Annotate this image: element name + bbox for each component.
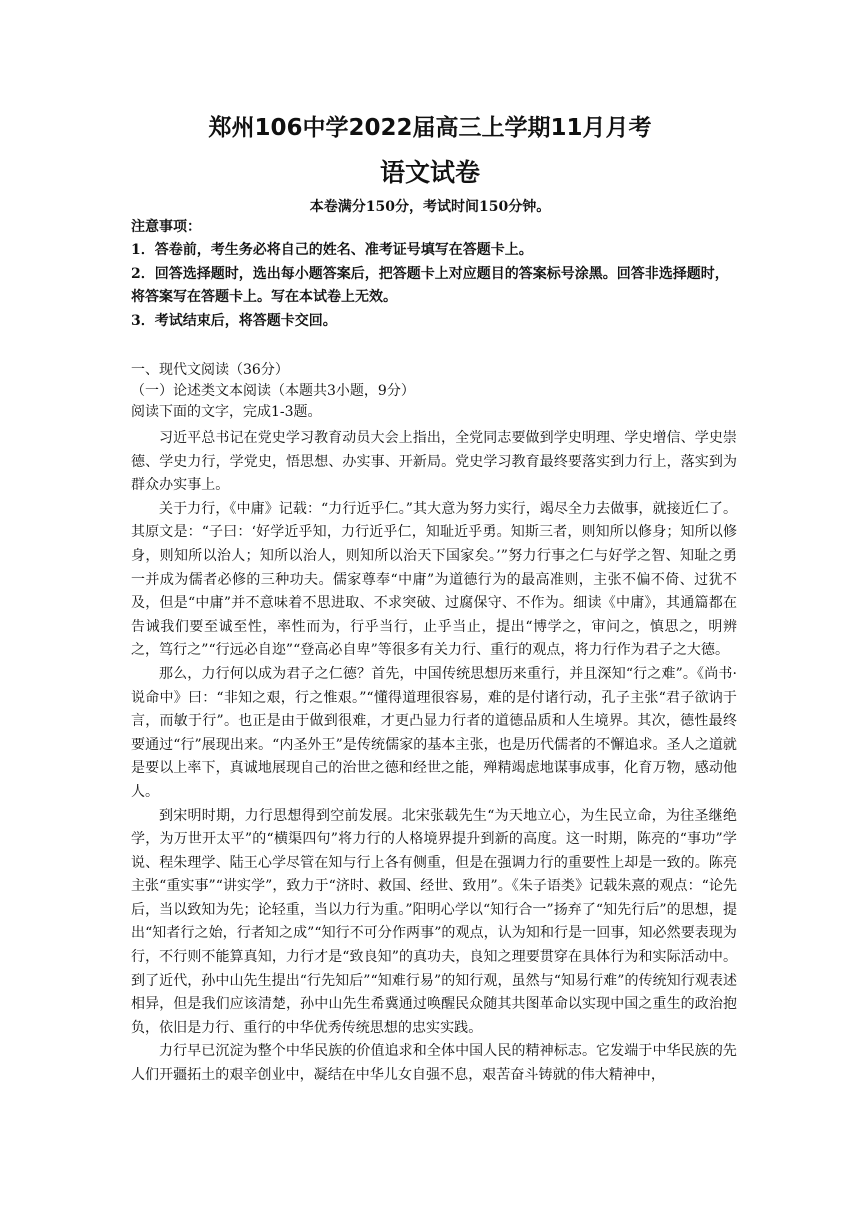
passage-paragraph: 习近平总书记在党史学习教育动员大会上指出，全党同志要做到学史明理、学史增信、学史崇德、学史力行，学党史，悟思想、办实事、开新局。党史学习教育最终要落实到力行上，落实到为群众办实事上。 [131,430,737,494]
score-time-line: 本卷满分150分，考试时间150分钟。 [309,199,551,215]
section-instruction: 阅读下面的文字，完成1-3题。 [131,404,322,421]
notice-heading: 注意事项： [131,219,201,235]
passage-paragraph: 力行早已沉淀为整个中华民族的价值追求和全体中国人民的精神标志。它发端于中华民族的先人们开疆拓土的艰辛创业中，凝结在中华儿女自强不息，艰苦奋斗铸就的伟大精神中， [131,1043,737,1084]
notice-item: 3．考试结束后，将答题卡交回。 [131,312,337,329]
exam-subtitle: 语文试卷 [379,158,480,187]
notice-item: 1．答卷前，考生务必将自己的姓名、准考证号填写在答题卡上。 [131,242,533,259]
notice-item: 2．回答选择题时，选出每小题答案后，把答题卡上对应题目的答案标号涂黑。回答非选择题时，将答案写在答题卡上。写在本试卷上无效。 [131,265,729,306]
section-header [131,360,737,424]
reading-passage [131,427,737,1088]
passage-paragraph: 到宋明时期，力行思想得到空前发展。北宋张载先生“为天地立心，为生民立命，为往圣继绝学，为万世开太平”的“横渠四句”将力行的人格境界提升到新的高度。这一时期，陈亮的“事功”学说、程朱理学、陆王心学尽管在知与行上各有侧重，但是在强调力行的重要性上却是一致的。陈亮主张“重实事”“讲实学”，致力于“济时、救国、经世、致用”。《朱子语类》记载朱熹的观点：“论先后，当以致知为先；论轻重，当以力行为重。”阳明心学以“知行合一”扬弃了“知先行后”的思想，提出“知者行之始，行者知之成”“知行不可分作两事”的观点，认为知和行是一回事，知必然要表现为行，不行则不能算真知，力行才是“致良知”的真功夫，良知之理要贯穿在具体行为和实际活动中。到了近代，孙中山先生提出“行先知后”“知难行易”的知行观，虽然与“知易行难”的传统知行观表述相异，但是我们应该清楚，孙中山先生希冀通过唤醒民众随其共图革命以实现中国之重生的政治抱负，依旧是力行、重行的中华优秀传统思想的忠实实践。 [131,807,737,1036]
exam-title: 郑州106中学2022届高三上学期11月月考 [208,115,652,141]
passage-paragraph: 关于力行，《中庸》记载：“力行近乎仁。”其大意为努力实行，竭尽全力去做事，就接近仁了。其原文是：“子曰：‘好学近乎知，力行近乎仁，知耻近乎勇。知斯三者，则知所以修身；知所以修身，则知所以治人；知所以治人，则知所以治天下国家矣。’”努力行事之仁与好学之智、知耻之勇一并成为儒者必修的三种功夫。儒家尊奉“中庸”为道德行为的最高准则，主张不偏不倚、过犹不及，但是“中庸”并不意味着不思进取、不求突破、过腐保守、不作为。细读《中庸》，其通篇都在告诫我们要至诚至性，率性而为，行乎当行，止乎当止，提出“博学之，审问之，慎思之，明辨之，笃行之”“行远必自迩”“登高必自卑”等很多有关力行、重行的观点，将力行作为君子之大德。 [131,500,737,659]
passage-paragraph: 那么，力行何以成为君子之仁德？首先，中国传统思想历来重行，并且深知“行之难”。《尚书·说命中》曰：“非知之艰，行之惟艰。”“懂得道理很容易，难的是付诸行动，孔子主张“君子欲讷于言，而敏于行”。也正是由于做到很难，才更凸显力行者的道德品质和人生境界。其次，德性最终要通过“行”展现出来。“内圣外王”是传统儒家的基本主张，也是历代儒者的不懈追求。圣人之道就是要以上率下，真诚地展现自己的治世之德和经世之能，殚精竭虑地谋事成事，化育万物，感动他人。 [131,665,737,800]
section-heading: 一、现代文阅读（36分） [131,362,289,378]
section-subheading: （一）论述类文本阅读（本题共3小题，9分） [131,383,415,400]
notice-block [131,216,737,333]
